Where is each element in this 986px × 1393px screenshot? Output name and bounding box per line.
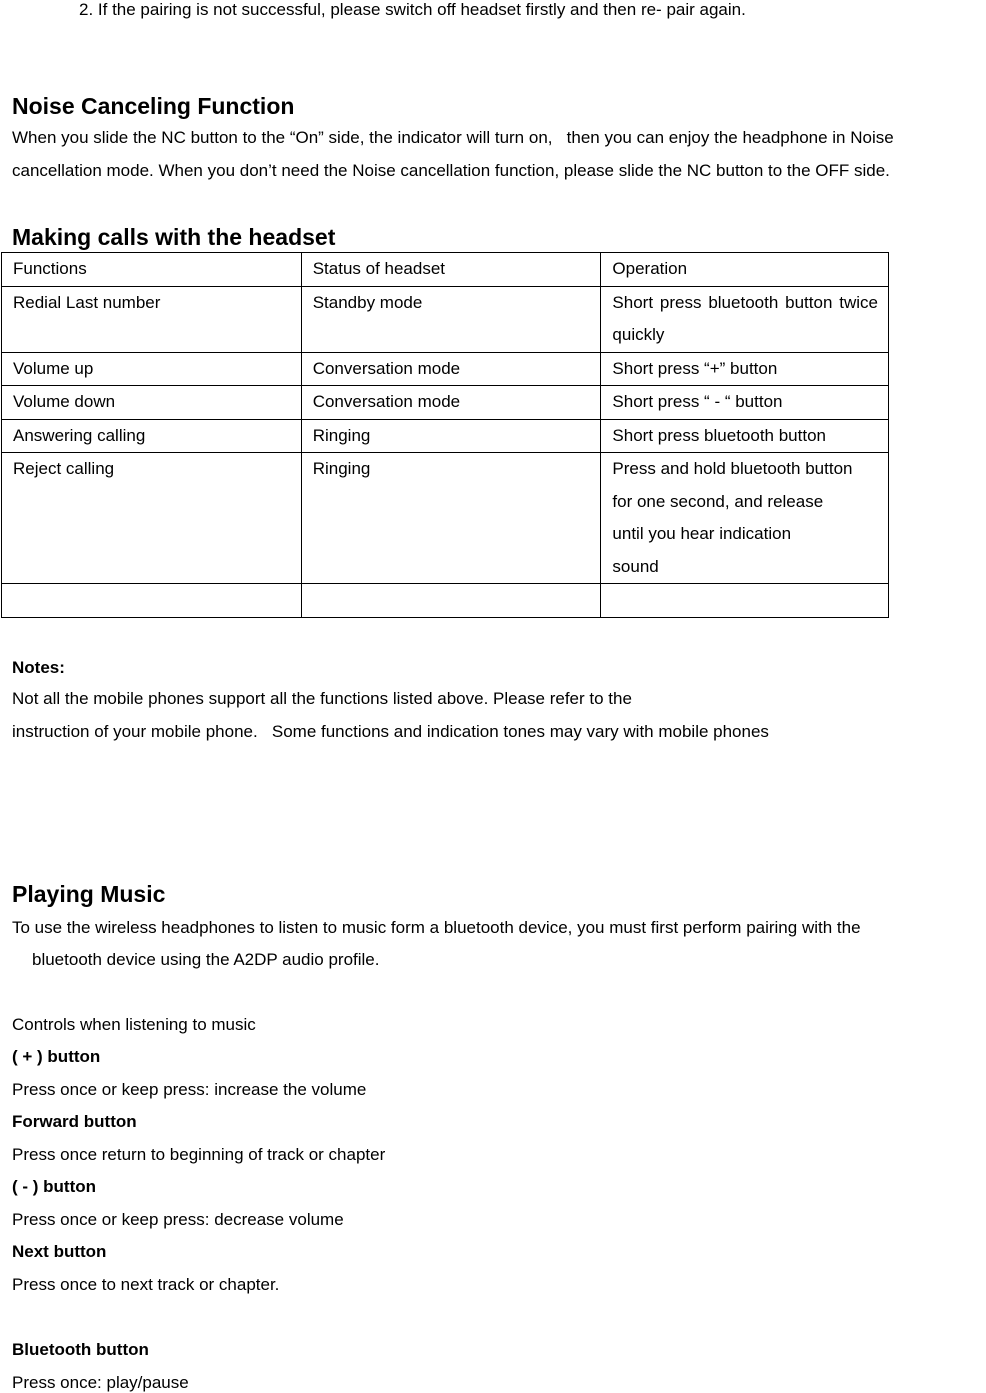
row-operation: Short press bluetooth button twice quickly <box>601 286 889 352</box>
row-operation: Short press bluetooth button <box>601 419 889 453</box>
empty-cell <box>601 584 889 618</box>
row-operation: Short press “ - “ button <box>601 386 889 420</box>
noise-canceling-text-line2: cancellation mode. When you don’t need the Noise cancellation function, please slide the NC button to the OFF side. <box>12 161 890 180</box>
table-row <box>2 453 889 584</box>
noise-canceling-text-line1: When you slide the NC button to the “On” side, the indicator will turn on, then you can enjoy the headphone in Noise <box>12 128 894 147</box>
header-operation: Operation <box>601 253 889 287</box>
control-name: Forward button <box>12 1112 137 1131</box>
row-function: Volume up <box>2 352 302 386</box>
row-status: Conversation mode <box>301 386 601 420</box>
music-intro-line2: bluetooth device using the A2DP audio profile. <box>32 950 380 969</box>
controls-heading: Controls when listening to music <box>12 1015 256 1034</box>
table-row <box>2 286 889 352</box>
control-desc: Press once to next track or chapter. <box>12 1275 280 1294</box>
row-function: Answering calling <box>2 419 302 453</box>
row-function: Volume down <box>2 386 302 420</box>
control-name: ( + ) button <box>12 1047 101 1066</box>
empty-cell <box>2 584 302 618</box>
notes-title: Notes: <box>12 658 65 677</box>
row-status: Ringing <box>301 453 601 584</box>
noise-canceling-title: Noise Canceling Function <box>12 93 295 119</box>
music-intro-line1: To use the wireless headphones to listen to music form a bluetooth device, you must first perform pairing with the <box>12 918 861 937</box>
table-row <box>2 386 889 420</box>
row-status: Standby mode <box>301 286 601 352</box>
control-desc: Press once return to beginning of track or chapter <box>12 1145 386 1164</box>
control-desc: Press once or keep press: decrease volume <box>12 1210 344 1229</box>
control-name: ( - ) button <box>12 1177 97 1196</box>
operation-line: until you hear indication <box>612 524 792 543</box>
table-header-row <box>2 253 889 287</box>
header-functions: Functions <box>2 253 302 287</box>
operation-line: for one second, and release <box>612 491 824 511</box>
notes-text-line2: instruction of your mobile phone. Some functions and indication tones may vary with mobile phones <box>12 722 769 741</box>
pairing-note: 2. If the pairing is not successful, please switch off headset firstly and then re- pair again. <box>79 0 746 19</box>
music-title: Playing Music <box>12 881 166 907</box>
calls-table <box>1 252 889 618</box>
row-operation <box>601 453 889 584</box>
row-operation: Short press “+” button <box>601 352 889 386</box>
empty-cell <box>301 584 601 618</box>
bluetooth-button-name: Bluetooth button <box>12 1340 149 1359</box>
header-status: Status of headset <box>301 253 601 287</box>
table-row <box>2 352 889 386</box>
operation-line: sound <box>612 556 659 576</box>
notes-text-line1: Not all the mobile phones support all the functions listed above. Please refer to the <box>12 689 632 708</box>
operation-line: Press and hold bluetooth button <box>612 459 853 478</box>
row-status: Ringing <box>301 419 601 453</box>
row-function: Redial Last number <box>2 286 302 352</box>
bluetooth-button-desc: Press once: play/pause <box>12 1373 189 1392</box>
control-name: Next button <box>12 1242 107 1261</box>
calls-title: Making calls with the headset <box>12 224 336 250</box>
table-row-empty <box>2 584 889 618</box>
control-desc: Press once or keep press: increase the volume <box>12 1080 367 1099</box>
row-status: Conversation mode <box>301 352 601 386</box>
row-function: Reject calling <box>2 453 302 584</box>
table-row <box>2 419 889 453</box>
